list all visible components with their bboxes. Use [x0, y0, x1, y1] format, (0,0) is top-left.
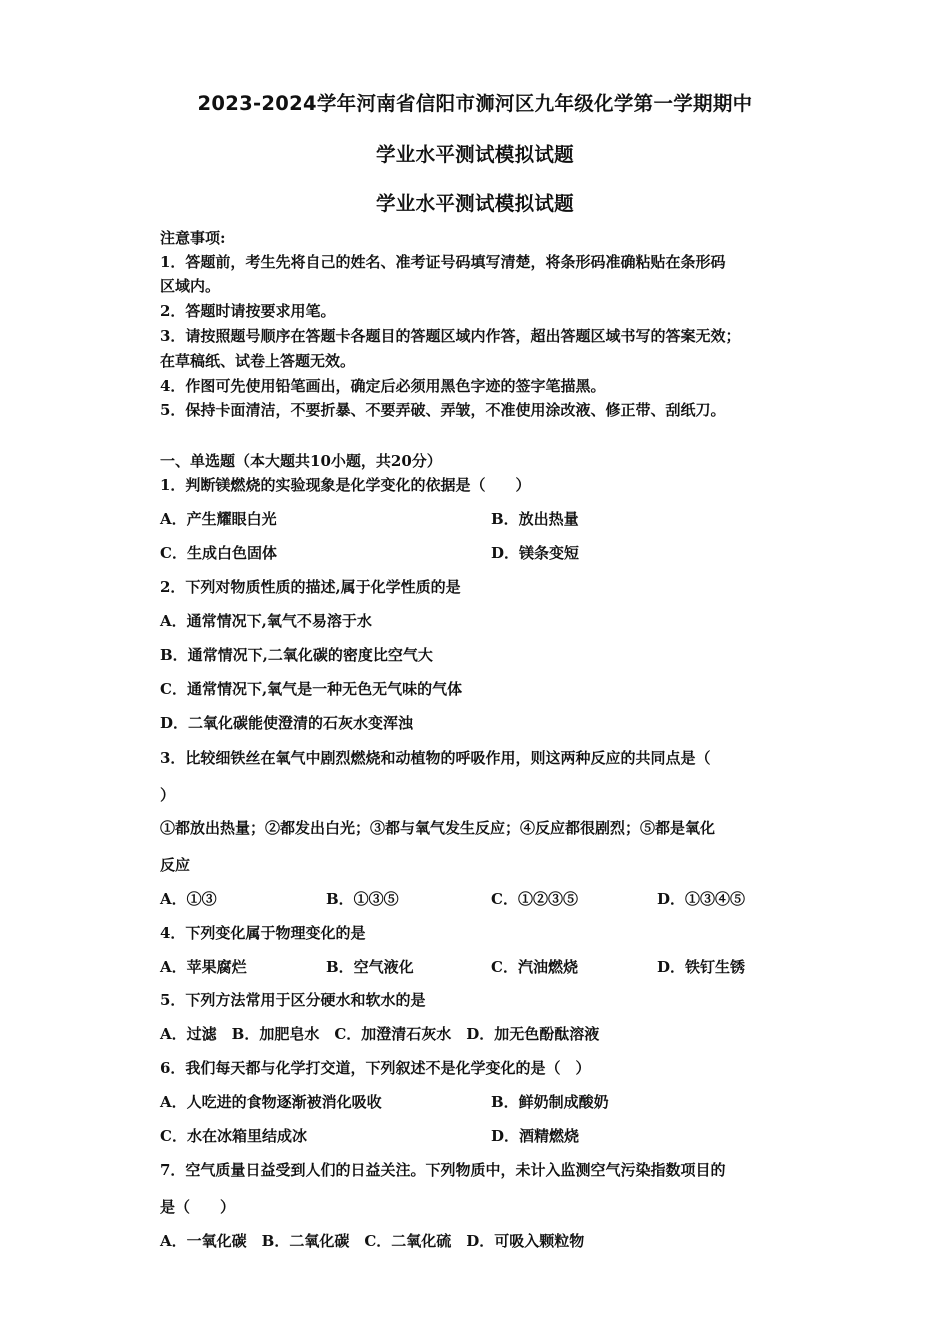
q3-stem-a: 3．比较细铁丝在氧气中剧烈燃烧和动植物的呼吸作用，则这两种反应的共同点是（	[160, 749, 711, 767]
q4-option-b: B．空气液化	[326, 958, 414, 976]
q1-option-c: C．生成白色固体	[160, 544, 277, 562]
q6-option-b: B．鲜奶制成酸奶	[491, 1093, 609, 1111]
q1-option-a: A．产生耀眼白光	[160, 510, 277, 528]
q5-stem: 5．下列方法常用于区分硬水和软水的是	[160, 991, 426, 1009]
q3-info-a: ①都放出热量；②都发出白光；③都与氧气发生反应；④反应都很剧烈；⑤都是氧化	[160, 819, 716, 837]
q3-stem-b: ）	[160, 786, 176, 804]
q3-option-b: B．①③⑤	[326, 890, 399, 908]
q3-option-a: A．①③	[160, 890, 217, 908]
q6-stem: 6．我们每天都与化学打交道，下列叙述不是化学变化的是（ ）	[160, 1059, 591, 1077]
notice-item-2: 2．答题时请按要求用笔。	[160, 302, 336, 320]
q1-stem: 1．判断镁燃烧的实验现象是化学变化的依据是（ ）	[160, 476, 531, 494]
q2-option-a: A．通常情况下,氧气不易溶于水	[160, 612, 372, 630]
q3-info-b: 反应	[160, 856, 191, 874]
q4-option-d: D．铁钉生锈	[657, 958, 746, 976]
q1-option-b: B．放出热量	[491, 510, 579, 528]
q3-option-c: C．①②③⑤	[491, 890, 578, 908]
q2-option-d: D．二氧化碳能使澄清的石灰水变浑浊	[160, 714, 414, 732]
q6-option-d: D．酒精燃烧	[491, 1127, 580, 1145]
notice-item-5: 5．保持卡面清洁，不要折暴、不要弄破、弄皱，不准使用涂改液、修正带、刮纸刀。	[160, 401, 726, 419]
q2-option-c: C．通常情况下,氧气是一种无色无气味的气体	[160, 680, 463, 698]
notice-item-1a: 1．答题前，考生先将自己的姓名、准考证号码填写清楚，将条形码准确粘贴在条形码	[160, 253, 726, 271]
q5-options: A．过滤 B．加肥皂水 C．加澄清石灰水 D．加无色酚酞溶液	[160, 1025, 600, 1043]
q2-option-b: B．通常情况下,二氧化碳的密度比空气大	[160, 646, 433, 664]
notice-item-1b: 区域内。	[160, 277, 221, 295]
q2-stem: 2．下列对物质性质的描述,属于化学性质的是	[160, 578, 461, 596]
q1-option-d: D．镁条变短	[491, 544, 580, 562]
notice-item-3a: 3．请按照题号顺序在答题卡各题目的答题区域内作答，超出答题区域书写的答案无效；	[160, 327, 741, 345]
q6-option-c: C．水在冰箱里结成冰	[160, 1127, 307, 1145]
page-title-line3: 学业水平测试模拟试题	[375, 192, 574, 215]
page-title-line2: 学业水平测试模拟试题	[375, 143, 574, 166]
section-heading: 一、单选题（本大题共10小题，共20分）	[160, 452, 442, 470]
notice-item-4: 4．作图可先使用铅笔画出，确定后必须用黑色字迹的签字笔描黑。	[160, 377, 606, 395]
q4-option-a: A．苹果腐烂	[160, 958, 247, 976]
q7-stem-a: 7．空气质量日益受到人们的日益关注。下列物质中，未计入监测空气污染指数项目的	[160, 1161, 726, 1179]
q7-options: A．一氧化碳 B．二氧化碳 C．二氧化硫 D．可吸入颗粒物	[160, 1232, 585, 1250]
page-title-line1: 2023-2024学年河南省信阳市浉河区九年级化学第一学期期中	[197, 92, 753, 115]
q7-stem-b: 是（ ）	[160, 1198, 236, 1216]
notice-heading: 注意事项:	[160, 229, 226, 247]
notice-item-3b: 在草稿纸、试卷上答题无效。	[160, 352, 356, 370]
q4-option-c: C．汽油燃烧	[491, 958, 578, 976]
q6-option-a: A．人吃进的食物逐渐被消化吸收	[160, 1093, 382, 1111]
q3-option-d: D．①③④⑤	[657, 890, 746, 908]
q4-stem: 4．下列变化属于物理变化的是	[160, 924, 366, 942]
